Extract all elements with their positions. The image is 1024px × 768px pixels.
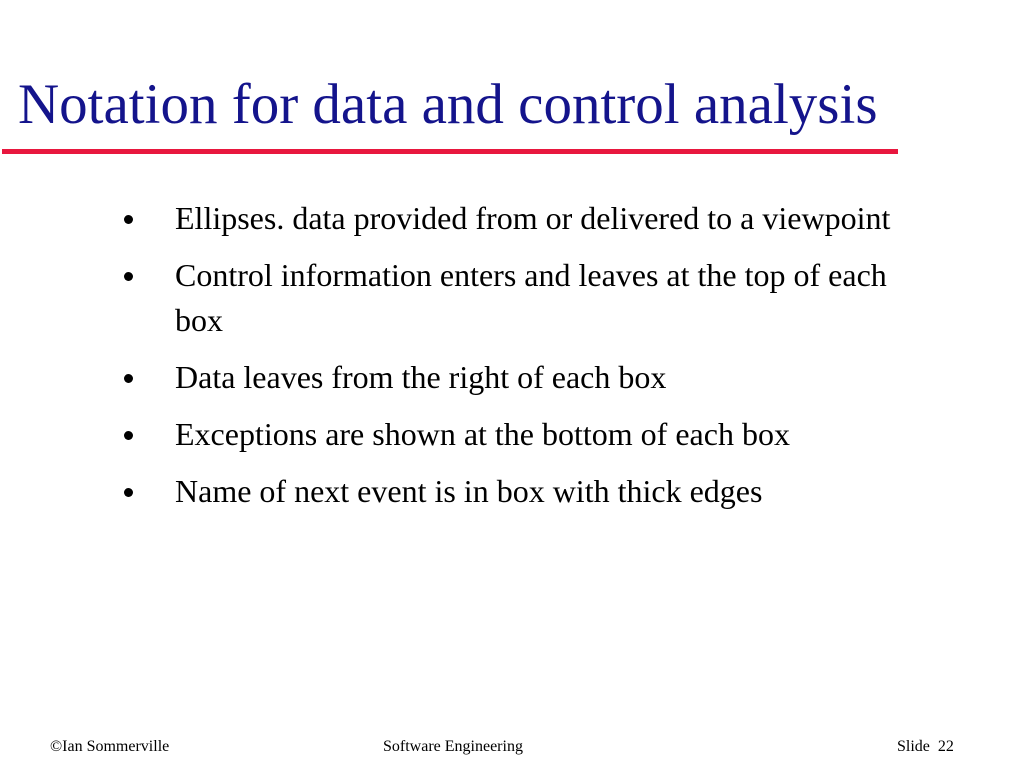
bullet-item bbox=[120, 253, 920, 343]
slide-number: 22 bbox=[937, 738, 954, 755]
bullet-text: Exceptions are shown at the bottom of each box bbox=[175, 416, 790, 452]
bullet-dot-icon bbox=[124, 215, 133, 224]
bullet-item bbox=[120, 469, 920, 514]
slide-title: Notation for data and control analysis bbox=[18, 73, 878, 136]
bullet-text: Data leaves from the right of each box bbox=[175, 359, 667, 395]
bullet-text: Name of next event is in box with thick edges bbox=[175, 473, 763, 509]
bullet-dot-icon bbox=[124, 272, 133, 281]
bullet-item bbox=[120, 412, 920, 457]
slide-label: Slide bbox=[897, 738, 930, 755]
bullet-list bbox=[120, 196, 920, 526]
bullet-text: Control information enters and leaves at the top of each box bbox=[175, 257, 887, 338]
bullet-dot-icon bbox=[124, 374, 133, 383]
bullet-text: Ellipses. data provided from or delivered to a viewpoint bbox=[175, 200, 891, 236]
footer-slide-number bbox=[897, 737, 954, 757]
bullet-dot-icon bbox=[124, 488, 133, 497]
footer-author: ©Ian Sommerville bbox=[50, 738, 170, 755]
title-underline bbox=[2, 149, 898, 154]
bullet-item bbox=[120, 355, 920, 400]
bullet-item bbox=[120, 196, 920, 241]
footer-course: Software Engineering bbox=[383, 738, 523, 755]
bullet-dot-icon bbox=[124, 431, 133, 440]
